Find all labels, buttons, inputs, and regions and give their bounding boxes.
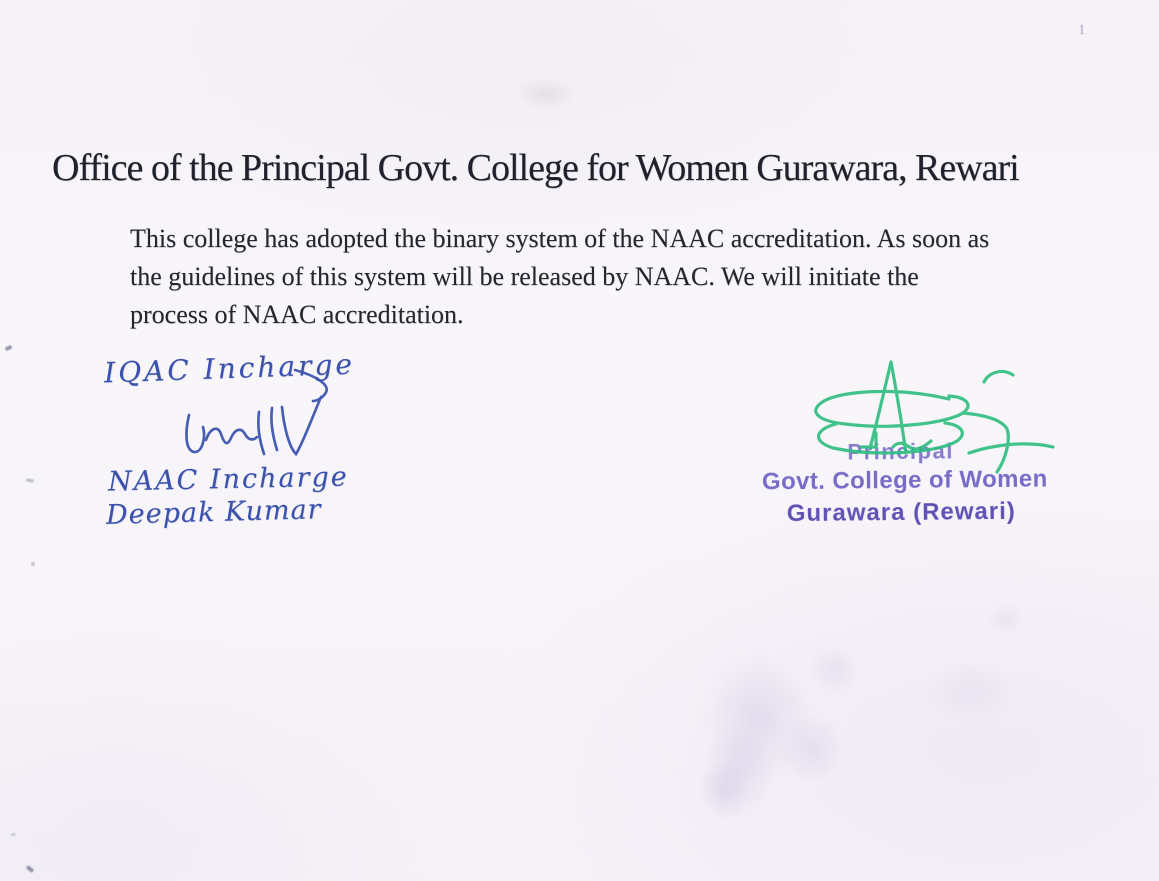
scan-smudge: [515, 78, 577, 110]
letter-title: Office of the Principal Govt. College for Women Gurawara, Rewari: [52, 147, 1019, 189]
letter-body: [130, 220, 1120, 334]
scan-smudge: [985, 603, 1027, 635]
stamp-location: Gurawara (Rewari): [786, 497, 1016, 528]
stamp-institution: Govt. College of Women: [761, 465, 1048, 496]
scan-smudge: [923, 660, 1018, 722]
scan-smudge: [808, 643, 860, 695]
scan-smudge: [782, 713, 844, 785]
scan-speck: [4, 345, 12, 352]
iqac-incharge-handwritten-label: IQAC Incharge: [103, 347, 356, 390]
body-line-1: This college has adopted the binary system of the NAAC accreditation. As soon as: [130, 224, 990, 253]
stamp-designation: Principal: [847, 438, 955, 465]
scan-smudge: [700, 725, 775, 820]
body-line-2: the guidelines of this system will be released by NAAC. We will initiate the: [130, 262, 919, 291]
principal-office-stamp: [761, 438, 1048, 529]
page-number-mark: 1: [1078, 22, 1086, 38]
body-line-3: process of NAAC accreditation.: [130, 300, 464, 329]
scan-speck: [31, 562, 35, 566]
signatory-name-handwritten: Deepak Kumar: [105, 494, 322, 531]
scan-smudge: [697, 760, 749, 822]
scan-speck: [26, 865, 35, 873]
scan-speck: [26, 478, 34, 482]
scan-speck: [11, 832, 17, 836]
scan-smudge: [700, 650, 815, 785]
naac-incharge-handwritten-label: NAAC Incharge: [107, 461, 350, 498]
